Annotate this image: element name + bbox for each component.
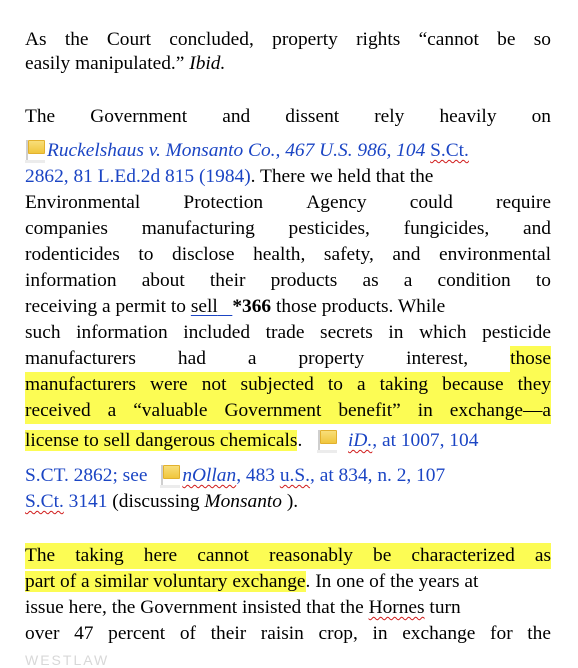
text: rodenticides to disclose health, safety, and environmental	[25, 244, 551, 265]
text: As the Court concluded, property rights “cannot be so	[25, 29, 551, 50]
word: and	[222, 106, 251, 127]
text: (discussing	[107, 491, 205, 512]
paragraph-2-line-3	[25, 164, 551, 190]
word: to	[535, 270, 551, 291]
sct-reporter-link[interactable]: S.Ct.	[430, 140, 469, 161]
text: companies manufacturing pesticides, fungicides, and	[25, 218, 551, 239]
word: rely	[374, 106, 405, 127]
word: require	[496, 192, 551, 213]
word: The	[25, 106, 56, 127]
paragraph-2-line-12	[25, 398, 551, 424]
ruckelshaus-citation-link-cont[interactable]: 2862, 81 L.Ed.2d 815 (1984)	[25, 166, 251, 187]
text: ).	[282, 491, 299, 512]
text: those products. While	[271, 296, 446, 317]
case-name: Monsanto	[204, 491, 282, 512]
word: Protection	[183, 192, 264, 213]
paragraph-1-line-1	[25, 27, 551, 53]
paragraph-3-line-2	[25, 569, 551, 595]
paragraph-2-line-1	[25, 104, 551, 130]
note-flag-icon[interactable]	[160, 463, 182, 489]
word: on	[531, 106, 551, 127]
text: . In one of the years at	[305, 571, 479, 592]
word: a	[403, 270, 413, 291]
highlighted-text: license to sell dangerous chemicals	[25, 430, 298, 451]
sell-text: sell	[190, 296, 218, 317]
sct-citation-link[interactable]: S.CT. 2862; see	[25, 465, 148, 486]
nollan-pin-link[interactable]: , at 834, n. 2, 107	[310, 465, 446, 486]
highlighted-text: manufacturers were not subjected to a taking because they	[25, 372, 551, 398]
westlaw-logo: WESTLAW	[25, 652, 110, 668]
paragraph-3-line-4	[25, 621, 551, 647]
word: had	[177, 348, 206, 369]
paragraph-3-line-1	[25, 543, 551, 569]
paragraph-2-line-8	[25, 294, 551, 320]
word: products	[270, 270, 338, 291]
text: .	[297, 430, 303, 451]
note-flag-icon[interactable]	[25, 138, 47, 164]
ibid-citation: Ibid.	[189, 53, 226, 74]
word: as	[362, 270, 379, 291]
word: about	[141, 270, 185, 291]
word: manufacturers	[25, 348, 136, 369]
word: interest,	[406, 348, 469, 369]
paragraph-2-line-5	[25, 216, 551, 242]
text: easily manipulated.”	[25, 53, 190, 74]
sct-page-link[interactable]: 3141	[63, 491, 108, 512]
text: over 47 percent of their raisin crop, in exchange for the	[25, 623, 551, 644]
paragraph-1-line-2	[25, 51, 551, 77]
hornes-text: Hornes	[368, 597, 425, 618]
highlighted-text: part of a similar voluntary exchange	[25, 571, 306, 592]
id-citation-link[interactable]: iD.	[348, 430, 373, 451]
paragraph-2-line-7	[25, 268, 551, 294]
paragraph-2-line-14	[25, 463, 551, 489]
word: could	[409, 192, 453, 213]
word: condition	[437, 270, 511, 291]
paragraph-2-line-11	[25, 372, 551, 398]
text: such information included trade secrets in which pesticide	[25, 322, 551, 343]
text: . There we held that the	[250, 166, 434, 187]
word: Government	[90, 106, 188, 127]
text[interactable]: , 483	[236, 465, 280, 486]
word: property	[298, 348, 365, 369]
ruckelshaus-citation-link[interactable]: Ruckelshaus v. Monsanto Co., 467 U.S. 986, 104	[47, 140, 431, 161]
paragraph-2-line-13	[25, 428, 551, 454]
nollan-citation-link[interactable]: nOllan	[182, 465, 237, 486]
word: dissent	[285, 106, 340, 127]
paragraph-2-line-15	[25, 489, 551, 515]
word: their	[209, 270, 246, 291]
highlighted-text: The taking here cannot reasonably be characterized as	[25, 543, 551, 569]
sct-reporter-link[interactable]: S.Ct.	[25, 491, 64, 512]
paragraph-2-line-10	[25, 346, 551, 372]
word: Agency	[306, 192, 367, 213]
paragraph-2-line-6	[25, 242, 551, 268]
word: a	[247, 348, 257, 369]
id-citation-pin-link[interactable]: , at 1007, 104	[372, 430, 479, 451]
highlighted-text: those	[510, 346, 551, 372]
text: issue here, the Government insisted that the	[25, 597, 369, 618]
text: turn	[424, 597, 461, 618]
word: heavily	[439, 106, 497, 127]
us-reporter-link[interactable]: u.S.	[279, 465, 311, 486]
paragraph-3-line-3	[25, 595, 551, 621]
page-marker: *366	[232, 296, 272, 317]
paragraph-2-line-2	[25, 138, 551, 164]
word: information	[25, 270, 117, 291]
highlighted-text: received a “valuable Government benefit” in exchange—a	[25, 398, 551, 424]
text: receiving a permit to	[25, 296, 191, 317]
paragraph-2-line-9	[25, 320, 551, 346]
note-flag-icon[interactable]	[317, 428, 339, 454]
paragraph-2-line-4	[25, 190, 551, 216]
word: Environmental	[25, 192, 141, 213]
